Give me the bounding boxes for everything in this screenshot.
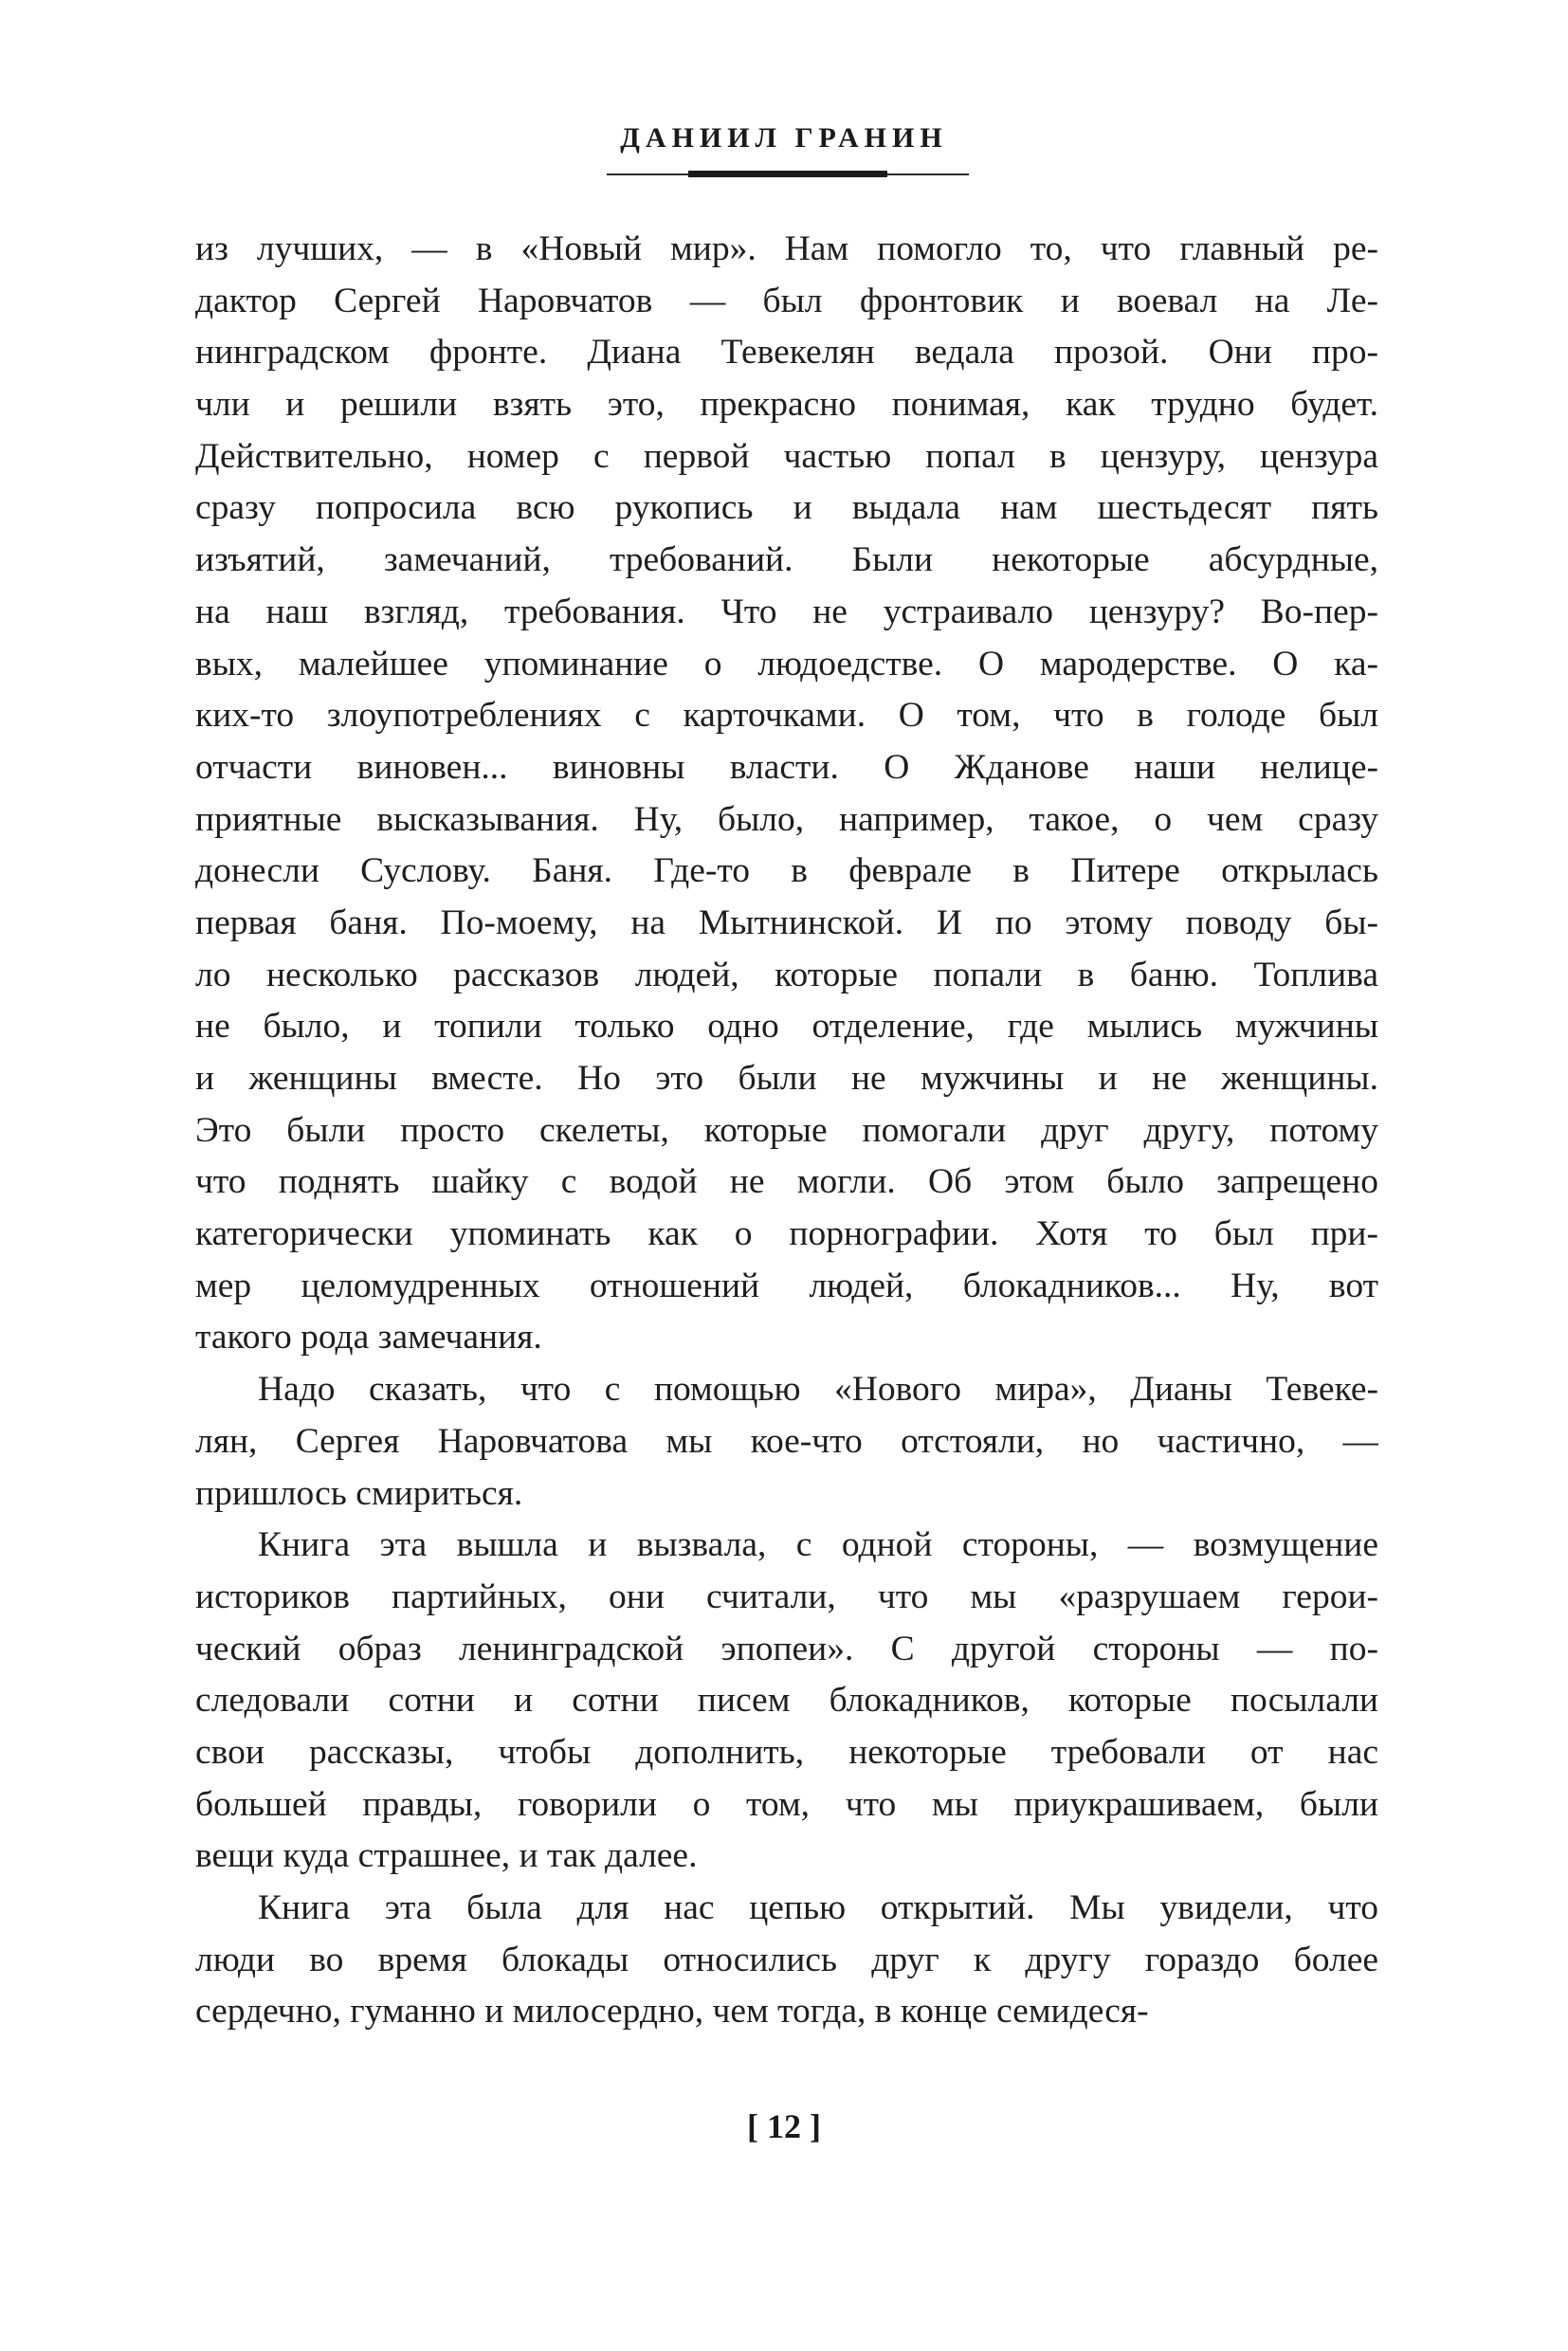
text-line: люди во время блокады относились друг к другу гораздо более: [195, 1940, 1378, 1979]
text-line: дактор Сергей Наровчатов — был фронтовик и воевал на Ле-: [195, 281, 1378, 320]
text-line: ло несколько рассказов людей, которые попали в баню. Топлива: [195, 955, 1378, 994]
page-number: [ 12 ]: [747, 2107, 821, 2145]
text-line: и женщины вместе. Но это были не мужчины и не женщины.: [195, 1059, 1378, 1098]
text-line: следовали сотни и сотни писем блокадников, которые посылали: [195, 1681, 1378, 1721]
text-line: мер целомудренных отношений людей, блокадников... Ну, вот: [195, 1266, 1378, 1305]
text-line: из лучших, — в «Новый мир». Нам помогло то, что главный ре-: [195, 229, 1378, 268]
text-line: большей правды, говорили о том, что мы приукрашиваем, были: [195, 1784, 1378, 1824]
text-line: Книга эта была для нас цепью открытий. Мы увидели, что: [258, 1888, 1378, 1927]
text-line: первая баня. По-моему, на Мытнинской. И по этому поводу бы-: [195, 902, 1378, 942]
text-line: ческий образ ленинградской эпопеи». С другой стороны — по-: [195, 1629, 1378, 1668]
text-line: нинградском фронте. Диана Тевекелян ведала прозой. Они про-: [195, 333, 1378, 373]
text-line: сразу попросила всю рукопись и выдала нам шестьдесят пять: [195, 488, 1378, 528]
text-line: изъятий, замечаний, требований. Были некоторые абсурдные,: [195, 540, 1378, 580]
running-head-rule-accent: [688, 171, 887, 177]
text-line: что поднять шайку с водой не могли. Об этом было запрещено: [195, 1162, 1378, 1202]
text-line: историков партийных, они считали, что мы «разрушаем герои-: [195, 1576, 1378, 1616]
text-line: Книга эта вышла и вызвала, с одной стороны, — возмущение: [258, 1525, 1378, 1565]
paragraph: [195, 1883, 1378, 2038]
text-line: Это были просто скелеты, которые помогали друг другу, потому: [195, 1110, 1378, 1150]
text-line: вых, малейшее упоминание о людоедстве. О мародерстве. О ка-: [195, 644, 1378, 683]
text-line: свои рассказы, чтобы дополнить, некоторые требовали от нас: [195, 1732, 1378, 1772]
text-line: донесли Суслову. Баня. Где-то в феврале в Питере открылась: [195, 851, 1378, 891]
paragraph: [195, 1520, 1378, 1883]
paragraph: [195, 224, 1378, 1364]
text-line: лян, Сергея Наровчатова мы кое-что отстояли, но частично, —: [195, 1421, 1378, 1461]
text-line: не было, и топили только одно отделение, где мылись мужчины: [195, 1007, 1378, 1047]
text-line: категорически упоминать как о порнографии. Хотя то был при-: [195, 1214, 1378, 1254]
text-line: вещи куда страшнее, и так далее.: [195, 1836, 698, 1876]
paragraph: [195, 1364, 1378, 1520]
body-text: [195, 224, 1378, 2038]
text-line: сердечно, гуманно и милосердно, чем тогда, в конце семидеся-: [195, 1992, 1149, 2032]
text-line: отчасти виновен... виновны власти. О Жданове наши нелице-: [195, 747, 1378, 787]
text-line: Действительно, номер с первой частью попал в цензуру, цензура: [195, 436, 1378, 476]
text-line: чли и решили взять это, прекрасно понимая, как трудно будет.: [195, 385, 1378, 425]
text-line: ких-то злоупотреблениях с карточками. О том, что в голоде был: [195, 696, 1378, 736]
text-line: пришлось смириться.: [195, 1473, 523, 1513]
text-line: на наш взгляд, требования. Что не устраивало цензуру? Во-пер-: [195, 592, 1378, 631]
text-line: такого рода замечания.: [195, 1318, 542, 1358]
text-line: приятные высказывания. Ну, было, например, такое, о чем сразу: [195, 799, 1378, 839]
running-head: ДАНИИЛ ГРАНИН: [620, 122, 948, 154]
text-line: Надо сказать, что с помощью «Нового мира», Дианы Тевеке-: [258, 1370, 1378, 1410]
